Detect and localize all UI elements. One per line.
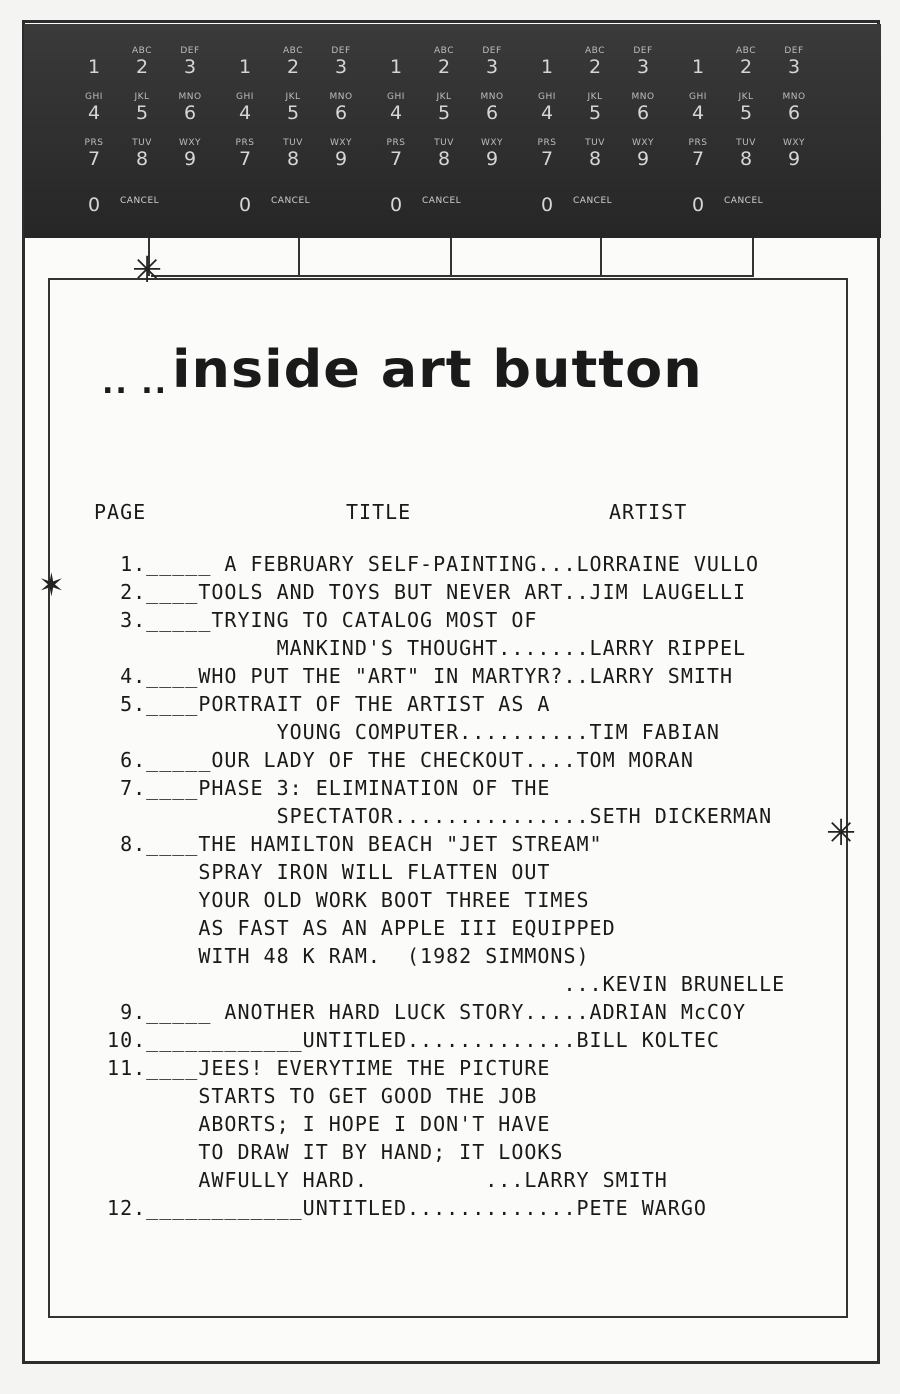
keypad-key-5[interactable] [273,92,313,123]
keypad-key-3[interactable] [321,46,361,77]
listing-line: SPRAY IRON WILL FLATTEN OUT [94,860,551,884]
key-letters: DEF [482,46,502,56]
listing-line: 1._____ A FEBRUARY SELF-PAINTING...LORRAINE VULLO [94,552,760,576]
keypad-key-1[interactable] [376,46,416,77]
listing-line: 4.____WHO PUT THE "ART" IN MARTYR?..LARRY SMITH [94,664,734,688]
heading-dots: .. .. [102,366,169,401]
key-letters: GHI [538,92,556,102]
key-letters: TUV [585,138,605,148]
keypad-key-7[interactable] [678,138,718,169]
key-digit: 2 [588,56,602,78]
key-digit: 7 [691,148,705,170]
key-letters: ABC [434,46,454,56]
keypad-key-9[interactable] [623,138,663,169]
keypad-key-6[interactable] [774,92,814,123]
key-letters: GHI [689,92,707,102]
keypad [76,24,226,238]
divider-tick [298,238,300,276]
key-letters: PRS [537,138,557,148]
listing-line: 11.____JEES! EVERYTIME THE PICTURE [94,1056,551,1080]
column-header-title: TITLE [346,500,412,524]
key-letters: TUV [434,138,454,148]
listing-line: AWFULLY HARD. ...LARRY SMITH [94,1168,668,1192]
keypad-key-9[interactable] [321,138,361,169]
scribble-mark-icon: ✶ [38,566,65,604]
keypad-key-0[interactable] [376,184,416,215]
cancel-button[interactable]: CANCEL [422,196,462,206]
key-letters: JKL [134,92,150,102]
key-digit: 3 [636,56,650,78]
divider-line [151,275,754,277]
keypad-bar [24,24,881,238]
listing-line: 7.____PHASE 3: ELIMINATION OF THE [94,776,551,800]
divider-tick [600,238,602,276]
keypad-key-3[interactable] [774,46,814,77]
key-digit: 6 [485,102,499,124]
keypad-key-8[interactable] [424,138,464,169]
star-scribble-icon: ✳ [826,813,857,854]
key-digit: 8 [135,148,149,170]
key-digit: 2 [135,56,149,78]
key-letters: WXY [329,138,353,148]
listing-line: YOUR OLD WORK BOOT THREE TIMES [94,888,590,912]
key-digit: 1 [540,56,554,78]
cancel-button[interactable]: CANCEL [573,196,613,206]
key-letters: JKL [285,92,301,102]
key-letters: WXY [480,138,504,148]
key-digit: 3 [183,56,197,78]
key-digit: 3 [485,56,499,78]
keypad-key-8[interactable] [726,138,766,169]
key-letters: PRS [386,138,406,148]
key-letters: MNO [480,92,504,102]
keypad-key-1[interactable] [74,46,114,77]
listing-line: SPECTATOR...............SETH DICKERMAN [94,804,773,828]
key-digit: 1 [389,56,403,78]
key-letters: JKL [738,92,754,102]
keypad-key-3[interactable] [170,46,210,77]
keypad-key-6[interactable] [321,92,361,123]
key-letters: DEF [633,46,653,56]
listing-line: ABORTS; I HOPE I DON'T HAVE [94,1112,551,1136]
listing-line: ...KEVIN BRUNELLE [94,972,786,996]
key-letters: TUV [132,138,152,148]
key-digit: 7 [87,148,101,170]
keypad [227,24,377,238]
key-digit: 4 [238,102,252,124]
key-digit: 5 [588,102,602,124]
keypad-key-3[interactable] [472,46,512,77]
key-letters: ABC [283,46,303,56]
key-letters: DEF [180,46,200,56]
key-digit: 4 [691,102,705,124]
keypad-key-0[interactable] [225,184,265,215]
key-digit: 9 [485,148,499,170]
keypad-key-2[interactable] [575,46,615,77]
keypad-key-6[interactable] [170,92,210,123]
keypad-key-8[interactable] [122,138,162,169]
keypad-key-9[interactable] [774,138,814,169]
key-digit: 3 [334,56,348,78]
key-letters: JKL [436,92,452,102]
key-letters: ABC [132,46,152,56]
key-digit: 7 [238,148,252,170]
keypad-key-2[interactable] [726,46,766,77]
key-letters: PRS [84,138,104,148]
key-letters: ABC [736,46,756,56]
key-letters: WXY [782,138,806,148]
key-letters: MNO [631,92,655,102]
keypad-key-9[interactable] [170,138,210,169]
key-digit: 2 [286,56,300,78]
keypad-key-0[interactable] [74,184,114,215]
keypad-key-7[interactable] [527,138,567,169]
key-digit: 5 [135,102,149,124]
key-digit: 0 [389,194,403,216]
key-digit: 9 [636,148,650,170]
keypad-key-7[interactable] [74,138,114,169]
keypad [378,24,528,238]
key-digit: 5 [437,102,451,124]
key-digit: 0 [87,194,101,216]
key-digit: 2 [739,56,753,78]
key-digit: 1 [691,56,705,78]
key-letters: GHI [85,92,103,102]
key-letters: TUV [736,138,756,148]
key-digit: 9 [334,148,348,170]
listing-line: 6._____OUR LADY OF THE CHECKOUT....TOM MORAN [94,748,694,772]
keypad-key-9[interactable] [472,138,512,169]
divider-tick [752,238,754,276]
key-letters: MNO [782,92,806,102]
key-digit: 7 [540,148,554,170]
star-scribble-icon: ✳ [132,250,163,291]
listing-line: YOUNG COMPUTER..........TIM FABIAN [94,720,720,744]
listing-line: STARTS TO GET GOOD THE JOB [94,1084,538,1108]
key-digit: 8 [588,148,602,170]
keypad-key-0[interactable] [678,184,718,215]
key-digit: 4 [389,102,403,124]
keypad-key-3[interactable] [623,46,663,77]
keypad-key-4[interactable] [376,92,416,123]
key-digit: 4 [87,102,101,124]
key-letters: WXY [631,138,655,148]
key-digit: 0 [691,194,705,216]
key-digit: 1 [87,56,101,78]
listing-line: 3._____TRYING TO CATALOG MOST OF [94,608,538,632]
keypad-key-1[interactable] [527,46,567,77]
keypad-key-2[interactable] [273,46,313,77]
key-letters: DEF [331,46,351,56]
listing-line: WITH 48 K RAM. (1982 SIMMONS) [94,944,590,968]
key-digit: 0 [540,194,554,216]
keypad-key-6[interactable] [472,92,512,123]
heading [102,338,703,401]
keypad [680,24,830,238]
key-letters: ABC [585,46,605,56]
listing-line: 2.____TOOLS AND TOYS BUT NEVER ART..JIM LAUGELLI [94,580,747,604]
key-digit: 8 [286,148,300,170]
listing-line: AS FAST AS AN APPLE III EQUIPPED [94,916,616,940]
key-digit: 9 [787,148,801,170]
keypad-key-1[interactable] [678,46,718,77]
key-letters: TUV [283,138,303,148]
listing-line: 10.____________UNTITLED.............BILL KOLTEC [94,1028,720,1052]
keypad-key-7[interactable] [376,138,416,169]
key-digit: 1 [238,56,252,78]
listing-line: 12.____________UNTITLED.............PETE WARGO [94,1196,707,1220]
column-header-page: PAGE [94,500,147,524]
key-letters: WXY [178,138,202,148]
page-title: inside art button [172,339,703,400]
key-digit: 9 [183,148,197,170]
divider-tick [450,238,452,276]
key-letters: PRS [235,138,255,148]
keypad-key-4[interactable] [678,92,718,123]
key-digit: 8 [437,148,451,170]
keypad [529,24,679,238]
key-digit: 0 [238,194,252,216]
key-digit: 8 [739,148,753,170]
cancel-button[interactable]: CANCEL [724,196,764,206]
keypad-key-5[interactable] [575,92,615,123]
keypad-key-4[interactable] [74,92,114,123]
key-digit: 2 [437,56,451,78]
key-digit: 4 [540,102,554,124]
key-digit: 7 [389,148,403,170]
keypad-key-5[interactable] [424,92,464,123]
key-letters: DEF [784,46,804,56]
keypad-key-8[interactable] [575,138,615,169]
keypad-key-4[interactable] [225,92,265,123]
listing-line: TO DRAW IT BY HAND; IT LOOKS [94,1140,564,1164]
keypad-key-2[interactable] [122,46,162,77]
cancel-button[interactable]: CANCEL [120,196,160,206]
key-digit: 6 [636,102,650,124]
listing-line: 9._____ ANOTHER HARD LUCK STORY.....ADRIAN McCOY [94,1000,747,1024]
keypad-key-4[interactable] [527,92,567,123]
key-digit: 5 [286,102,300,124]
keypad-key-6[interactable] [623,92,663,123]
column-header-artist: ARTIST [609,500,688,524]
keypad-key-0[interactable] [527,184,567,215]
key-letters: GHI [387,92,405,102]
listing-line: 8.____THE HAMILTON BEACH "JET STREAM" [94,832,603,856]
key-digit: 3 [787,56,801,78]
key-letters: PRS [688,138,708,148]
keypad-key-1[interactable] [225,46,265,77]
keypad-key-5[interactable] [726,92,766,123]
key-digit: 6 [334,102,348,124]
key-letters: GHI [236,92,254,102]
key-letters: JKL [587,92,603,102]
cancel-button[interactable]: CANCEL [271,196,311,206]
key-letters: MNO [178,92,202,102]
key-digit: 6 [787,102,801,124]
key-digit: 5 [739,102,753,124]
keypad-key-7[interactable] [225,138,265,169]
keypad-key-2[interactable] [424,46,464,77]
keypad-key-5[interactable] [122,92,162,123]
key-letters: MNO [329,92,353,102]
keypad-key-8[interactable] [273,138,313,169]
listing-line: MANKIND'S THOUGHT.......LARRY RIPPEL [94,636,747,660]
listing-line: 5.____PORTRAIT OF THE ARTIST AS A [94,692,551,716]
key-digit: 6 [183,102,197,124]
